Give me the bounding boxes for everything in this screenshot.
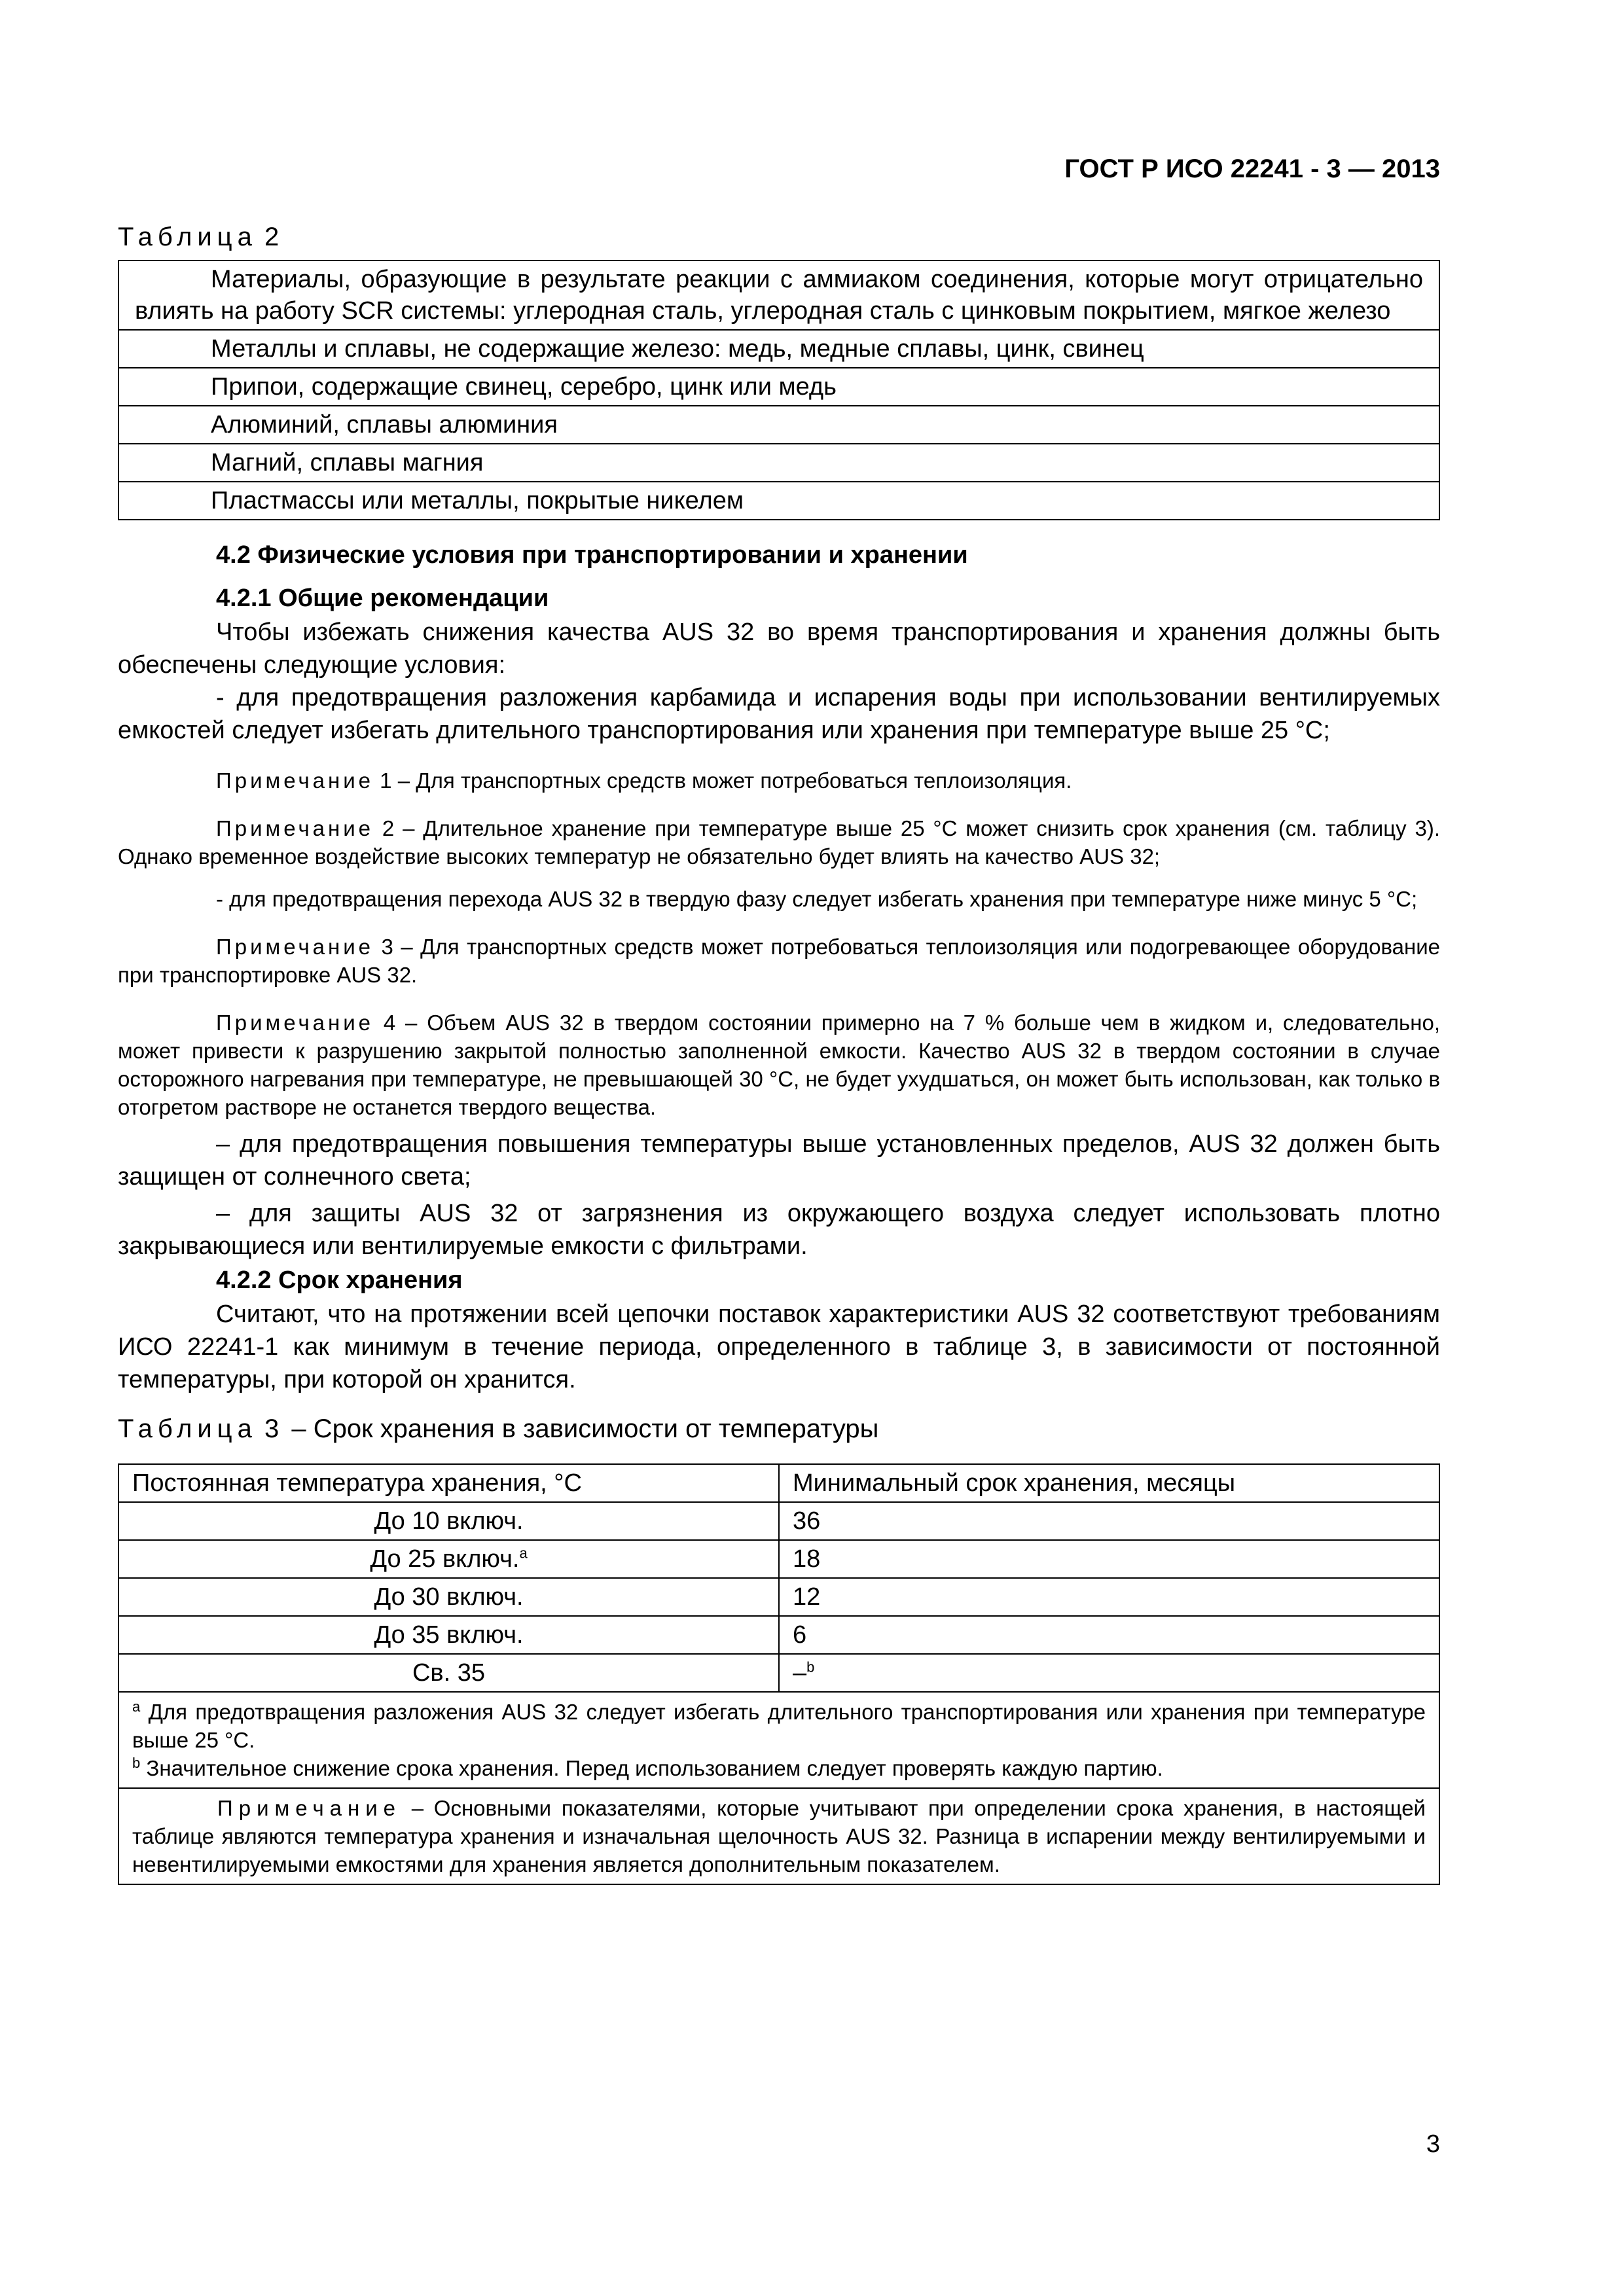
temperature-cell: До 25 включ.$^a$ (118, 1540, 779, 1578)
table2-caption (118, 223, 1440, 252)
table2-cell: Алюминий, сплавы алюминия (118, 406, 1439, 444)
table-row (118, 482, 1439, 520)
table3-footnotes (118, 1692, 1439, 1788)
temperature-cell: Св. 35 (118, 1654, 779, 1692)
note-label: Примечание (216, 1011, 374, 1035)
section-4-2-1-title: 4.2.1 Общие рекомендации (216, 584, 549, 612)
months-cell: 36 (779, 1502, 1439, 1540)
paragraph-item3: – для предотвращения повышения температуры выше установленных пределов, AUS 32 должен быть защищен от солнечного света; (118, 1130, 1440, 1191)
note-text: 1 – Для транспортных средств может потребоваться теплоизоляция. (374, 768, 1072, 793)
table-row (118, 406, 1439, 444)
note-label: Примечание (216, 768, 374, 793)
paragraph-shelf-life: Считают, что на протяжении всей цепочки поставок характеристики AUS 32 соответствуют требованиям ИСО 22241-1 как минимум в течение периода, определенного в таблице 3, в зависимости от постоянной температуры, при которой он хранится. (118, 1300, 1440, 1393)
page-number: 3 (1426, 2130, 1440, 2158)
paragraph-item4: – для защиты AUS 32 от загрязнения из окружающего воздуха следует использовать плотно закрывающиеся или вентилируемые емкости с фильтрами. (118, 1200, 1440, 1260)
footnote-b: $^b$ Значительное снижение срока хранения. Перед использованием следует проверять каждую партию. (132, 1755, 1163, 1780)
table-row (118, 1540, 1439, 1578)
column-header-temperature: Постоянная температура хранения, °С (118, 1464, 779, 1502)
paragraph-item1: - для предотвращения разложения карбамида и испарения воды при использовании вентилируемых емкостей следует избегать длительного транспортирования или хранения при температуре выше 25 °С; (118, 684, 1440, 744)
table2-cell: Припои, содержащие свинец, серебро, цинк или медь (118, 368, 1439, 406)
table-row (118, 1654, 1439, 1692)
section-4-2-2-title: 4.2.2 Срок хранения (216, 1266, 463, 1294)
table3-caption-label: Таблица (118, 1414, 257, 1443)
note-text: – Основными показателями, которые учитывают при определении срока хранения, в настоящей таблице являются температура хранения и изначальная щелочность AUS 32. Разница в испарении между вентилируемыми и невентилируемыми емкостями для хранения является дополнительным показателем. (132, 1796, 1426, 1876)
note-text: 4 – Объем AUS 32 в твердом состоянии примерно на 7 % больше чем в жидком и, следовательно, может привести к разрушению закрытой полностью заполненной емкости. Качество AUS 32 в твердом состоянии в случае осторожного нагревания при температуре, не превышающей 30 °С, не будет ухудшаться, он может быть использован, как только в отогретом растворе не останется твердого вещества. (118, 1011, 1440, 1119)
table-row (118, 444, 1439, 482)
table2-cell: Магний, сплавы магния (118, 444, 1439, 482)
months-cell: 18 (779, 1540, 1439, 1578)
table-row (118, 1502, 1439, 1540)
note-text: 3 – Для транспортных средств может потребоваться теплоизоляция или подогревающее оборудование при транспортировке AUS 32. (118, 935, 1440, 987)
table2-cell: Материалы, образующие в результате реакции с аммиаком соединения, которые могут отрицательно влиять на работу SCR системы: углеродная сталь, углеродная сталь с цинковым покрытием, мягкое железо (118, 260, 1439, 330)
document-header: ГОСТ Р ИСО 22241 - 3 — 2013 (1064, 154, 1440, 183)
note-4 (118, 1009, 1440, 1121)
temperature-cell: До 30 включ. (118, 1578, 779, 1616)
table3 (118, 1463, 1440, 1885)
table3-caption-number: 3 (264, 1414, 285, 1443)
note-1 (118, 766, 1440, 795)
note-3 (118, 933, 1440, 989)
footnote-ref: a (519, 1545, 528, 1562)
months-cell: 12 (779, 1578, 1439, 1616)
table-row (118, 1578, 1439, 1616)
table-header-row (118, 1464, 1439, 1502)
table3-note (118, 1788, 1439, 1884)
table-row (118, 368, 1439, 406)
table-row (118, 1616, 1439, 1654)
paragraph-item2: - для предотвращения перехода AUS 32 в твердую фазу следует избегать хранения при температуре ниже минус 5 °С; (216, 887, 1418, 911)
temperature-cell: До 10 включ. (118, 1502, 779, 1540)
months-cell: –$^b$ (779, 1654, 1439, 1692)
table-note-row (118, 1788, 1439, 1884)
note-text: 2 – Длительное хранение при температуре выше 25 °С может снизить срок хранения (см. таблицу 3). Однако временное воздействие высоких температур не обязательно будет влиять на качество AUS 32; (118, 816, 1440, 869)
page-content (118, 223, 1440, 1885)
table2 (118, 260, 1440, 520)
table-footnotes-row (118, 1692, 1439, 1788)
section-4-2-title: 4.2 Физические условия при транспортировании и хранении (216, 541, 968, 569)
table-row (118, 330, 1439, 368)
months-cell: 6 (779, 1616, 1439, 1654)
table-row (118, 260, 1439, 330)
footnote-a: $^a$ Для предотвращения разложения AUS 32 следует избегать длительного транспортирования или хранения при температуре выше 25 °С. (132, 1698, 1426, 1752)
note-label: Примечание (216, 816, 374, 840)
note-2 (118, 814, 1440, 870)
table2-cell: Пластмассы или металлы, покрытые никелем (118, 482, 1439, 520)
table3-caption (118, 1414, 1440, 1444)
column-header-shelf-life: Минимальный срок хранения, месяцы (779, 1464, 1439, 1502)
table2-cell: Металлы и сплавы, не содержащие железо: медь, медные сплавы, цинк, свинец (118, 330, 1439, 368)
table2-caption-number: 2 (264, 223, 285, 251)
note-label: Примечание (217, 1796, 402, 1820)
table3-caption-title: – Срок хранения в зависимости от температуры (284, 1414, 879, 1443)
temperature-cell: До 35 включ. (118, 1616, 779, 1654)
note-label: Примечание (216, 935, 374, 959)
paragraph-intro: Чтобы избежать снижения качества AUS 32 во время транспортирования и хранения должны быть обеспечены следующие условия: (118, 619, 1440, 679)
footnote-ref: b (806, 1659, 815, 1676)
table2-caption-label: Таблица (118, 223, 257, 251)
